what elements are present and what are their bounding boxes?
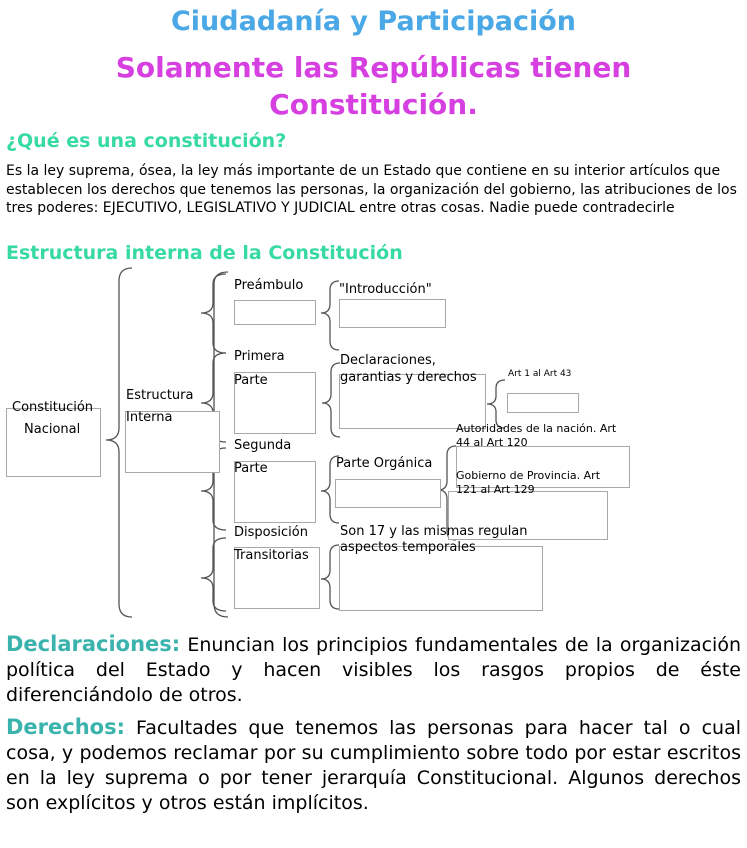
subtitle-line-2: Constitución. <box>269 88 478 121</box>
declaraciones-label-1: Declaraciones, <box>340 353 436 368</box>
page-title: Ciudadanía y Participación <box>170 6 577 37</box>
autoridades-label-2: 44 al Art 120 <box>456 436 528 449</box>
declaraciones-text: Enuncian los principios fundamentales de la organización política del Estado y hacen visibles los rasgos propios de éste diferenciándolo de otros. <box>6 634 741 706</box>
subtitle-line-1: Solamente las Repúblicas tienen <box>115 51 632 84</box>
root-label-2: Nacional <box>24 422 81 437</box>
parte-organica-box <box>335 479 441 508</box>
segunda-label-1: Segunda <box>234 438 292 453</box>
preambulo-box <box>234 300 316 325</box>
bracket-introduccion <box>321 281 339 350</box>
declaraciones-term: Declaraciones: <box>6 632 181 656</box>
bracket-transitorias <box>321 545 339 609</box>
disposicion-label-2: Transitorias <box>234 548 309 563</box>
derechos-text: Facultades que tenemos las personas para hacer tal o cual cosa, y podemos reclamar por su cumplimiento sobre todo por estar escritos en la ley suprema o por tener jerarquía Constitucional. Algunos derechos son explícitos y otros están implícitos. <box>6 717 741 814</box>
autoridades-label-1: Autoridades de la nación. Art <box>456 422 617 435</box>
bracket-articulos <box>487 380 505 428</box>
introduccion-label: "Introducción" <box>339 282 432 297</box>
declaraciones-label-2: garantias y derechos <box>340 370 477 385</box>
root-box <box>6 408 101 477</box>
transitorias-label-1: Son 17 y las mismas regulan <box>340 524 528 539</box>
structure-heading: Estructura interna de la Constitución <box>6 242 403 264</box>
primera-label-2: Parte <box>234 373 268 388</box>
derechos-definition <box>6 715 741 816</box>
primera-label-1: Primera <box>234 349 285 364</box>
level1-label-2: Interna <box>126 410 173 425</box>
question-text: Es la ley suprema, ósea, la ley más importante de un Estado que contiene en su interior artículos que establecen los derechos que tenemos las personas, la organización del gobierno, las atribuciones de los tres poderes: EJECUTIVO, LEGISLATIVO Y JUDICIAL entre otras cosas. Nadie puede contradecirle <box>6 163 737 216</box>
root-label-1: Constitución <box>12 400 94 415</box>
gobierno-label-2: 121 al Art 129 <box>456 483 535 496</box>
disposicion-label-1: Disposición <box>234 525 308 540</box>
introduccion-box <box>339 299 446 328</box>
bracket-declaraciones <box>322 363 340 437</box>
question-heading: ¿Qué es una constitución? <box>6 130 287 152</box>
transitorias-box <box>339 546 543 611</box>
gobierno-label-1: Gobierno de Provincia. Art <box>456 469 601 482</box>
declaraciones-definition <box>6 632 741 708</box>
transitorias-label-2: aspectos temporales <box>340 540 476 555</box>
parte-organica-label: Parte Orgánica <box>336 456 433 471</box>
level1-label-1: Estructura <box>126 388 194 403</box>
articulos-box <box>507 393 579 413</box>
segunda-label-2: Parte <box>234 461 268 476</box>
articulos-label: Art 1 al Art 43 <box>508 369 572 379</box>
derechos-term: Derechos: <box>6 715 125 739</box>
preambulo-label: Preámbulo <box>234 278 304 293</box>
